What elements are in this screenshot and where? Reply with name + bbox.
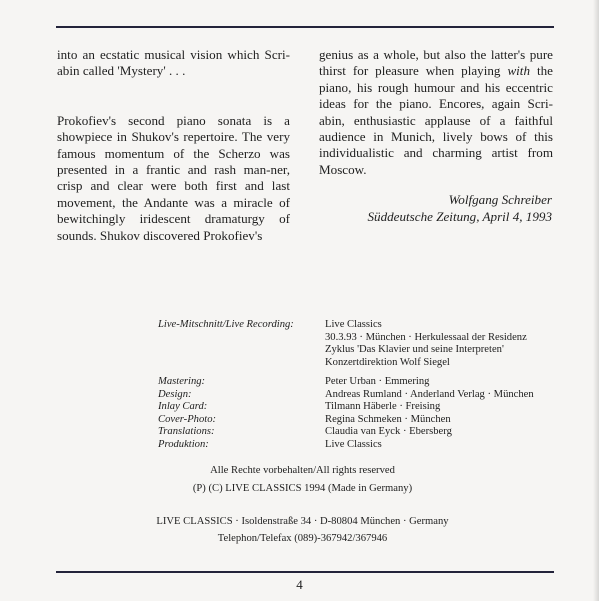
credit-value-design: Andreas Rumland · Anderland Verlag · München (325, 388, 534, 400)
credit-label-inlay-card: Inlay Card: (158, 401, 208, 413)
right-paragraph-text-a: genius as a whole, but also the latter's pure thirst for pleasure when playing (319, 47, 553, 79)
left-paragraph-1: into an ecstatic musical vision which Scri-abin called 'Mystery' . . . (57, 47, 290, 79)
page-edge-shadow (593, 0, 599, 601)
credit-label-translations: Translations: (158, 426, 215, 438)
credit-label-design: Design: (158, 388, 192, 400)
right-paragraph-emphasis: with (507, 63, 530, 79)
review-source: Süddeutsche Zeitung, April 4, 1993 (367, 209, 552, 224)
publisher-phone: Telephon/Telefax (089)-367942/367946 (217, 533, 388, 544)
left-paragraph-2: Prokofiev's second piano sonata is a showpiece in Shukov's repertoire. The very famous momentum of the Scherzo was presented in a frantic and rash man-ner, crisp and clear were both first and last movement, the Andante was a miracle of bewitchingly iridescent dramaturgy of sounds. Shukov discovered Prokofiev's (57, 112, 290, 243)
credit-value-cover-photo: Regina Schmeken · München (325, 413, 451, 425)
credit-value-produktion: Live Classics (325, 438, 382, 450)
right-text-column (319, 47, 553, 178)
right-paragraph-1 (319, 47, 553, 178)
credit-value-recording-4: Konzertdirektion Wolf Siegel (325, 356, 450, 368)
credit-row-cover-photo (0, 414, 599, 427)
credit-label-produktion: Produktion: (158, 438, 209, 450)
credit-value-mastering: Peter Urban · Emmering (325, 376, 430, 388)
credit-row-mastering (0, 376, 599, 389)
publisher-address: LIVE CLASSICS · Isoldenstraße 34 · D-80804 München · Germany (156, 516, 449, 527)
credit-row-produktion (0, 439, 599, 452)
credit-row-inlay-card (0, 401, 599, 414)
credit-value-recording-2: 30.3.93 · München · Herkulessaal der Residenz (325, 331, 527, 343)
review-author: Wolfgang Schreiber (448, 192, 552, 207)
credit-value-inlay-card: Tilmann Häberle · Freising (325, 401, 441, 413)
credit-row-design (0, 389, 599, 402)
top-rule (56, 26, 554, 28)
copyright-line: (P) (C) LIVE CLASSICS 1994 (Made in Germany) (192, 483, 413, 494)
page-number: 4 (296, 577, 303, 592)
credit-value-translations: Claudia van Eyck · Ebersberg (325, 426, 452, 438)
credits-block (0, 319, 599, 451)
rights-notice: Alle Rechte vorbehalten/All rights reserved (210, 465, 395, 476)
credit-value-recording-1: Live Classics (325, 319, 382, 330)
credit-row-translations (0, 426, 599, 439)
credit-value-recording-3: Zyklus 'Das Klavier und seine Interpreten' (325, 344, 504, 356)
credit-label-recording: Live-Mitschnitt/Live Recording: (158, 319, 294, 330)
credit-row-recording (0, 319, 599, 332)
credit-label-cover-photo: Cover-Photo: (158, 413, 217, 425)
left-text-column (57, 47, 290, 244)
bottom-rule (56, 571, 554, 573)
credit-label-mastering: Mastering: (158, 376, 206, 388)
right-paragraph-text-b: the piano, his rough humour and his eccentric ideas for the piano. Encores, again Scri-abin, enthusiastic applause of a faithful audience in Munich, lively bows of this individualistic and charming artist from Moscow. (319, 63, 553, 177)
